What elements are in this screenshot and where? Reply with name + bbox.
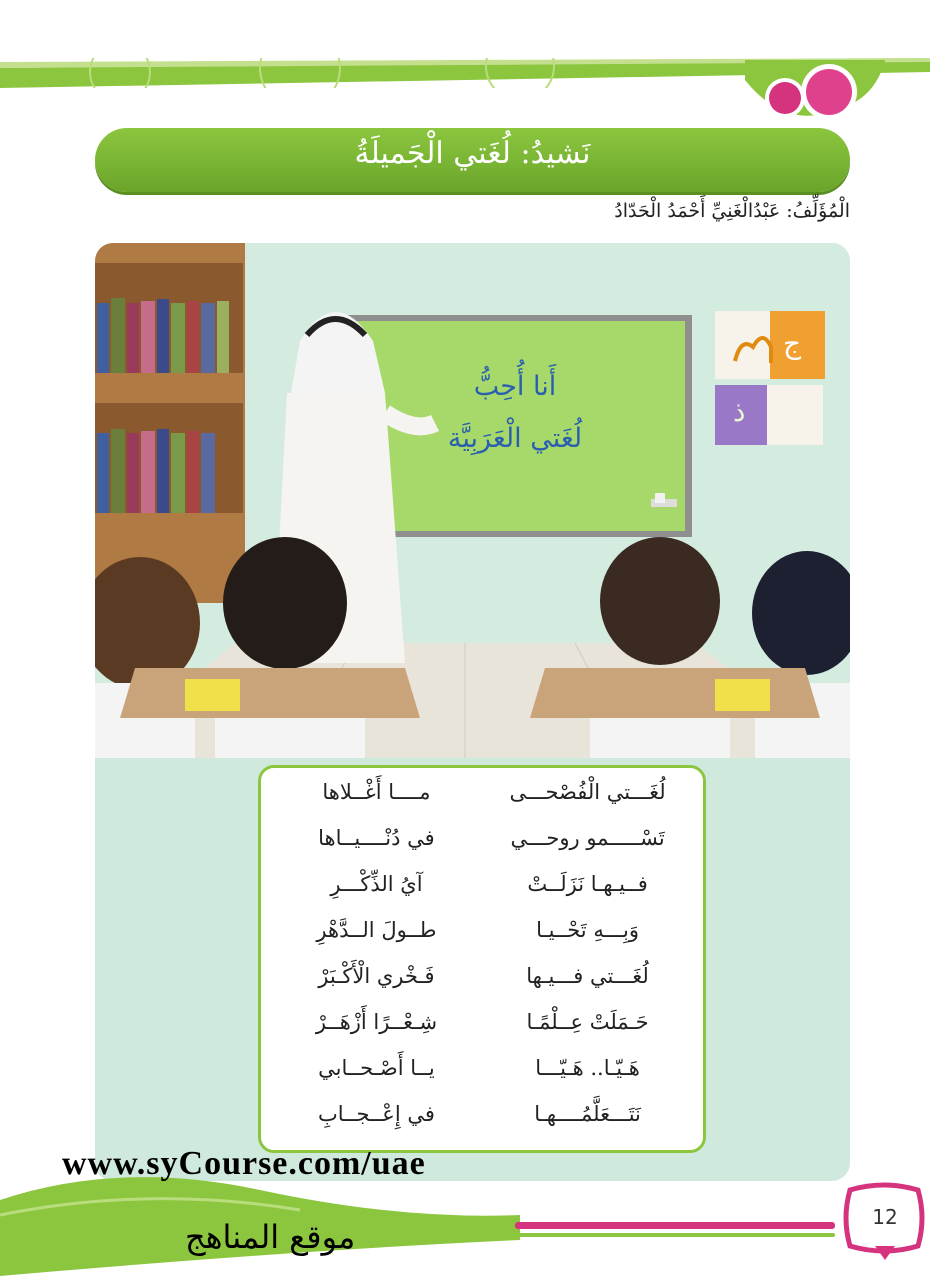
poem-line-left: آيُ الذِّكْـــرِ: [330, 872, 423, 896]
poem-line-left: مــــا أَغْــلاها: [322, 780, 431, 804]
poem-line-left: في إِعْــجــابِ: [317, 1102, 435, 1126]
poem-line: [279, 1010, 685, 1050]
poem-line: [279, 1056, 685, 1096]
poem-line-left: شِـعْــرًا أَزْهَــرْ: [315, 1010, 438, 1034]
poem-line-right: وَبِـــهِ تَحْــيـا: [536, 918, 640, 942]
poem-line-right: لُغَـــتي فـــيـها: [526, 964, 649, 988]
bottom-decor: [0, 1170, 945, 1276]
poem-line: [279, 872, 685, 912]
pink-dots-decor: [745, 60, 885, 130]
poem-line: [279, 1102, 685, 1142]
page-number: 12: [872, 1205, 898, 1229]
board-line-2: لُغَتي الْعَرَبِيَّة: [447, 423, 583, 454]
poem-box: [258, 765, 706, 1153]
classroom-illustration: [95, 243, 850, 758]
chalkboard-text: [395, 361, 635, 465]
poster-letter-thal: ذ: [733, 395, 746, 428]
poem-line: [279, 918, 685, 958]
watermark-url: www.syCourse.com/uae: [62, 1145, 426, 1182]
poster-letter-jeem: ج: [783, 327, 802, 360]
poem-line-right: تَسْـــــمو روحـــي: [510, 826, 665, 850]
page-title: نَشيدُ: لُغَتي الْجَميلَةُ: [354, 136, 591, 171]
poem-line-right: نَتَـــعَلَّمُــــهـا: [534, 1102, 641, 1126]
poem-line-left: في دُنْــــيــاها: [318, 826, 435, 850]
poem-line: [279, 826, 685, 866]
poem-line-left: طــولَ الــدَّهْرِ: [316, 918, 437, 942]
poem-line-left: فَـخْري الْأَكْـبَرْ: [318, 964, 435, 988]
poem-line: [279, 964, 685, 1004]
poem-line-right: هَـيّـا.. هَـيّـــا: [535, 1056, 640, 1080]
poem-line-right: لُغَـــتي الْفُصْحـــى: [509, 780, 666, 804]
author-line: الْمُؤَلِّفُ: عَبْدُالْغَنِيِّ أَحْمَدُ الْحَدّادُ: [614, 200, 850, 222]
poem-line: [279, 780, 685, 820]
poem-line-right: حَـمَلَتْ عِــلْمًـا: [526, 1010, 649, 1034]
poem-line-left: يــا أَصْـحــابي: [318, 1056, 435, 1080]
watermark-arabic: موقع المناهج: [185, 1218, 356, 1256]
board-line-1: أَنا أُحِبُّ: [473, 371, 557, 402]
poem-line-right: فــيـهـا نَزَلَــتْ: [527, 872, 648, 896]
title-banner: [95, 128, 850, 192]
